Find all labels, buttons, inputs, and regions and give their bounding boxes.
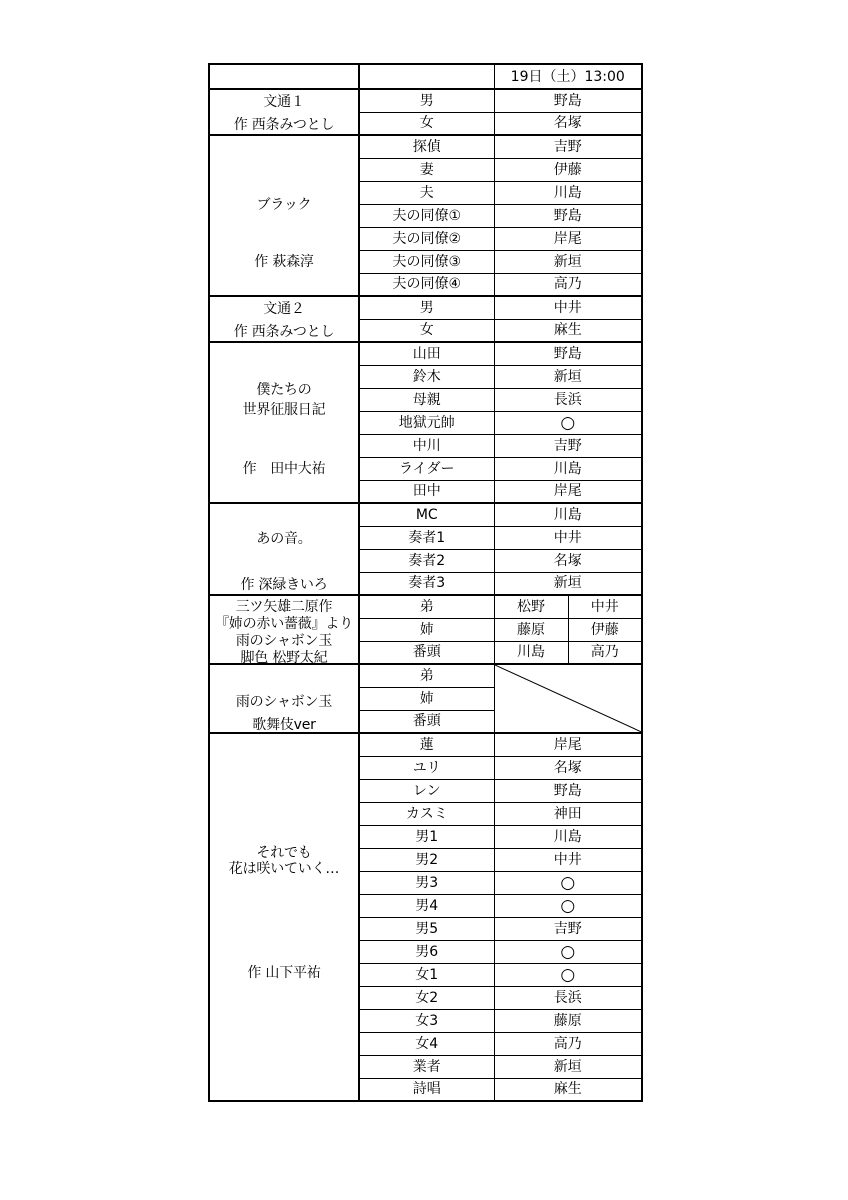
role-cell: 女2 [359, 986, 494, 1009]
role-cell: 中川 [359, 434, 494, 457]
play-title-line: 文通２ [263, 300, 305, 317]
cast-cell: 吉野 [494, 135, 642, 158]
cast-cell: 高乃 [568, 641, 642, 664]
role-cell: MC [359, 503, 494, 526]
role-cell: 奏者2 [359, 549, 494, 572]
cast-cell: 伊藤 [568, 618, 642, 641]
cast-cell: 川島 [494, 641, 568, 664]
role-cell: 女1 [359, 963, 494, 986]
role-cell: 夫の同僚① [359, 204, 494, 227]
cast-cell: 名塚 [494, 549, 642, 572]
cast-cell: 麻生 [494, 1078, 642, 1101]
role-cell: 女 [359, 112, 494, 135]
role-cell: 蓮 [359, 733, 494, 756]
play-title-line: 文通１ [263, 93, 305, 110]
play-title-cell [209, 89, 359, 135]
cast-cell: 中井 [494, 848, 642, 871]
play-title-line: それでも [256, 845, 312, 861]
cast-cell: 中井 [494, 526, 642, 549]
play-title-line: 作 萩森淳 [254, 254, 314, 270]
role-cell: 女3 [359, 1009, 494, 1032]
cast-cell: 川島 [494, 457, 642, 480]
no-cast-diagonal [495, 665, 642, 732]
role-cell: 姉 [359, 687, 494, 710]
role-cell: 母親 [359, 388, 494, 411]
play-title-line: 脚色 松野太紀 [240, 650, 328, 666]
cast-cell: 川島 [494, 181, 642, 204]
role-cell: 男3 [359, 871, 494, 894]
play-title-line: 雨のシャボン玉 [235, 633, 333, 649]
cast-cell: ○ [494, 871, 642, 894]
cast-table [208, 63, 643, 1102]
cast-cell: 高乃 [494, 273, 642, 296]
header-role-cell [359, 64, 494, 89]
role-cell: 奏者1 [359, 526, 494, 549]
cast-cell: 岸尾 [494, 480, 642, 503]
cast-cell: 新垣 [494, 1055, 642, 1078]
play-title-line: 『姉の赤い薔薇』より [215, 616, 353, 632]
role-cell: 妻 [359, 158, 494, 181]
cast-cell: 吉野 [494, 434, 642, 457]
cast-cell: 岸尾 [494, 733, 642, 756]
play-title-line: ブラック [256, 197, 312, 213]
play-title-line: 花は咲いていく… [228, 861, 340, 877]
header-row [209, 64, 642, 89]
role-cell: 男2 [359, 848, 494, 871]
play-title-line: 作 深緑きいろ [240, 577, 328, 593]
role-cell: 夫の同僚③ [359, 250, 494, 273]
play-title-line: 作 田中大祐 [242, 461, 326, 477]
diagonal-line [495, 665, 642, 732]
role-cell: ライダー [359, 457, 494, 480]
cast-cell: 神田 [494, 802, 642, 825]
cast-cell: 長浜 [494, 986, 642, 1009]
play-title-line: 僕たちの [256, 382, 312, 398]
role-cell: 夫の同僚④ [359, 273, 494, 296]
role-cell: 男5 [359, 917, 494, 940]
role-cell: 鈴木 [359, 365, 494, 388]
role-cell: 男6 [359, 940, 494, 963]
role-cell: 夫 [359, 181, 494, 204]
cast-cell: 野島 [494, 779, 642, 802]
play-title-line: あの音。 [256, 531, 312, 547]
role-cell: 男4 [359, 894, 494, 917]
play-title-cell [209, 595, 359, 664]
role-cell: 奏者3 [359, 572, 494, 595]
cast-cell: 吉野 [494, 917, 642, 940]
play-title-line: 世界征服日記 [242, 402, 326, 418]
cast-cell: 野島 [494, 342, 642, 365]
no-cast-cell [494, 664, 642, 733]
role-cell: 弟 [359, 664, 494, 687]
cast-cell: 川島 [494, 825, 642, 848]
cast-row [209, 89, 642, 112]
role-cell: 夫の同僚② [359, 227, 494, 250]
cast-cell: 野島 [494, 89, 642, 112]
role-cell: 番頭 [359, 641, 494, 664]
cast-cell: ○ [494, 940, 642, 963]
cast-cell: 野島 [494, 204, 642, 227]
cast-row [209, 503, 642, 526]
cast-cell: ○ [494, 963, 642, 986]
role-cell: 姉 [359, 618, 494, 641]
role-cell: 山田 [359, 342, 494, 365]
play-title-cell [209, 342, 359, 503]
play-title-cell [209, 135, 359, 296]
role-cell: 女 [359, 319, 494, 342]
play-title-line: 三ツ矢雄二原作 [235, 599, 333, 615]
cast-row [209, 296, 642, 319]
cast-cell: 中井 [494, 296, 642, 319]
role-cell: ユリ [359, 756, 494, 779]
role-cell: 田中 [359, 480, 494, 503]
cast-row [209, 135, 642, 158]
role-cell: 女4 [359, 1032, 494, 1055]
cast-row [209, 595, 642, 618]
cast-cell: 高乃 [494, 1032, 642, 1055]
play-title-cell [209, 296, 359, 342]
role-cell: 男 [359, 89, 494, 112]
play-title-line: 作 西条みつとし [233, 323, 335, 340]
play-title-line: 歌舞伎ver [252, 717, 316, 733]
play-title-line: 作 山下平祐 [247, 965, 321, 981]
cast-row [209, 664, 642, 687]
cast-cell: 名塚 [494, 112, 642, 135]
cast-cell: 新垣 [494, 250, 642, 273]
role-cell: 弟 [359, 595, 494, 618]
performance-date: 19日（土）13:00 [494, 64, 642, 89]
play-title-line: 作 西条みつとし [233, 116, 335, 133]
cast-row [209, 733, 642, 756]
role-cell: カスミ [359, 802, 494, 825]
role-cell: 地獄元帥 [359, 411, 494, 434]
cast-cell: 藤原 [494, 618, 568, 641]
cast-cell: 長浜 [494, 388, 642, 411]
role-cell: 探偵 [359, 135, 494, 158]
cast-cell: 名塚 [494, 756, 642, 779]
role-cell: 業者 [359, 1055, 494, 1078]
cast-cell: 川島 [494, 503, 642, 526]
cast-cell: 藤原 [494, 1009, 642, 1032]
cast-cell: ○ [494, 894, 642, 917]
role-cell: 詩唱 [359, 1078, 494, 1101]
cast-cell: 松野 [494, 595, 568, 618]
cast-cell: 中井 [568, 595, 642, 618]
role-cell: 男 [359, 296, 494, 319]
play-title-cell [209, 503, 359, 595]
role-cell: レン [359, 779, 494, 802]
header-title-cell [209, 64, 359, 89]
role-cell: 男1 [359, 825, 494, 848]
play-title-line: 雨のシャボン玉 [235, 694, 333, 710]
cast-cell: 新垣 [494, 365, 642, 388]
role-cell: 番頭 [359, 710, 494, 733]
cast-cell: ○ [494, 411, 642, 434]
cast-cell: 麻生 [494, 319, 642, 342]
cast-body [209, 89, 642, 1101]
cast-cell: 岸尾 [494, 227, 642, 250]
play-title-cell [209, 733, 359, 1101]
cast-cell: 伊藤 [494, 158, 642, 181]
play-title-cell [209, 664, 359, 733]
cast-cell: 新垣 [494, 572, 642, 595]
cast-row [209, 342, 642, 365]
